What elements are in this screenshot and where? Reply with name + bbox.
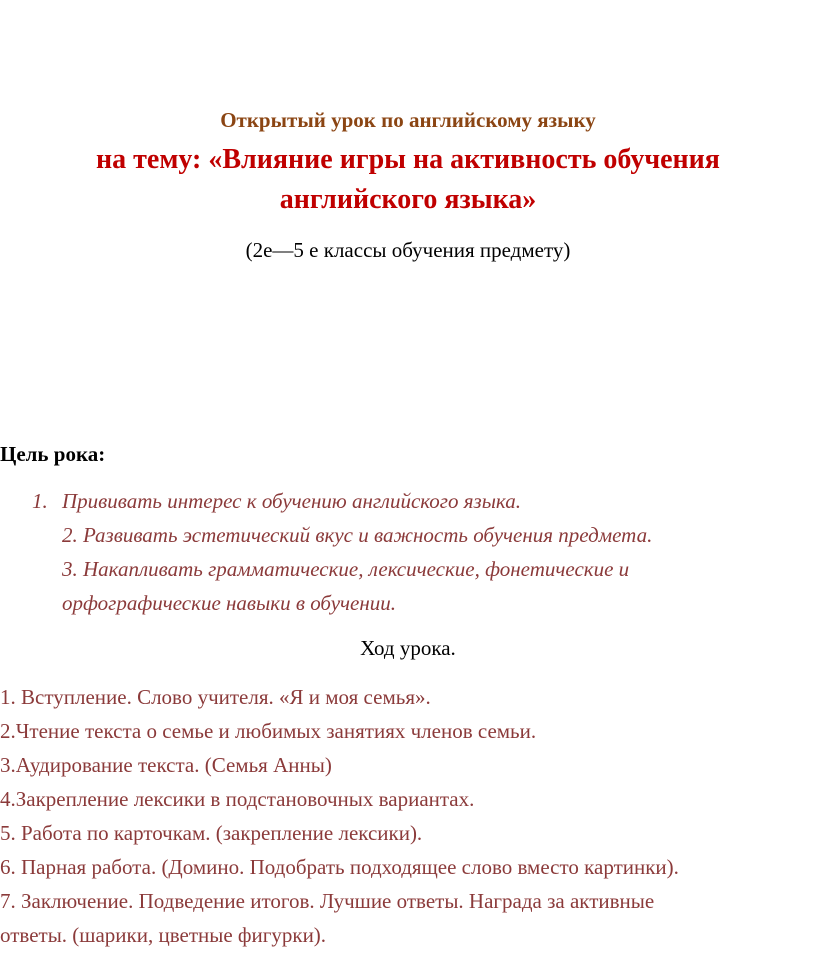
goal-item-text: 3. Накапливать грамматические, лексические, фонетические и	[62, 557, 630, 581]
grades-note: (2е—5 е классы обучения предмету)	[245, 238, 571, 262]
plan-item: 4.Закрепление лексики в подстановочных вариантах.	[0, 787, 475, 811]
goal-heading: Цель рока:	[0, 442, 106, 466]
lesson-title	[40, 140, 776, 220]
plan-list	[0, 680, 810, 952]
plan-item: 7. Заключение. Подведение итогов. Лучшие ответы. Награда за активные	[0, 889, 655, 913]
goal-item-text: орфографические навыки в обучении.	[62, 591, 397, 615]
plan-item: 2.Чтение текста о семье и любимых занятиях членов семьи.	[0, 719, 537, 743]
goals-list	[32, 484, 792, 620]
plan-item: 5. Работа по карточкам. (закрепление лексики).	[0, 821, 423, 845]
plan-item: ответы. (шарики, цветные фигурки).	[0, 923, 327, 947]
goal-item-text: Прививать интерес к обучению английского языка.	[62, 489, 521, 513]
plan-item: 3.Аудирование текста. (Семья Анны)	[0, 753, 332, 777]
lesson-subtitle: Открытый урок по английскому языку	[220, 108, 596, 132]
lesson-title-line-2: английского языка»	[279, 184, 537, 215]
plan-item: 6. Парная работа. (Домино. Подобрать подходящее слово вместо картинки).	[0, 855, 679, 879]
goal-item-number: 1.	[32, 489, 48, 513]
lesson-title-line-1: на тему: «Влияние игры на активность обучения	[96, 144, 720, 175]
goal-item-text: 2. Развивать эстетический вкус и важность обучения предмета.	[62, 523, 653, 547]
goal-item	[32, 518, 792, 552]
goal-item	[32, 586, 792, 620]
goal-item	[32, 484, 792, 518]
plan-item: 1. Вступление. Слово учителя. «Я и моя семья».	[0, 685, 431, 709]
plan-heading: Ход урока.	[360, 636, 456, 660]
goal-item	[32, 552, 792, 586]
